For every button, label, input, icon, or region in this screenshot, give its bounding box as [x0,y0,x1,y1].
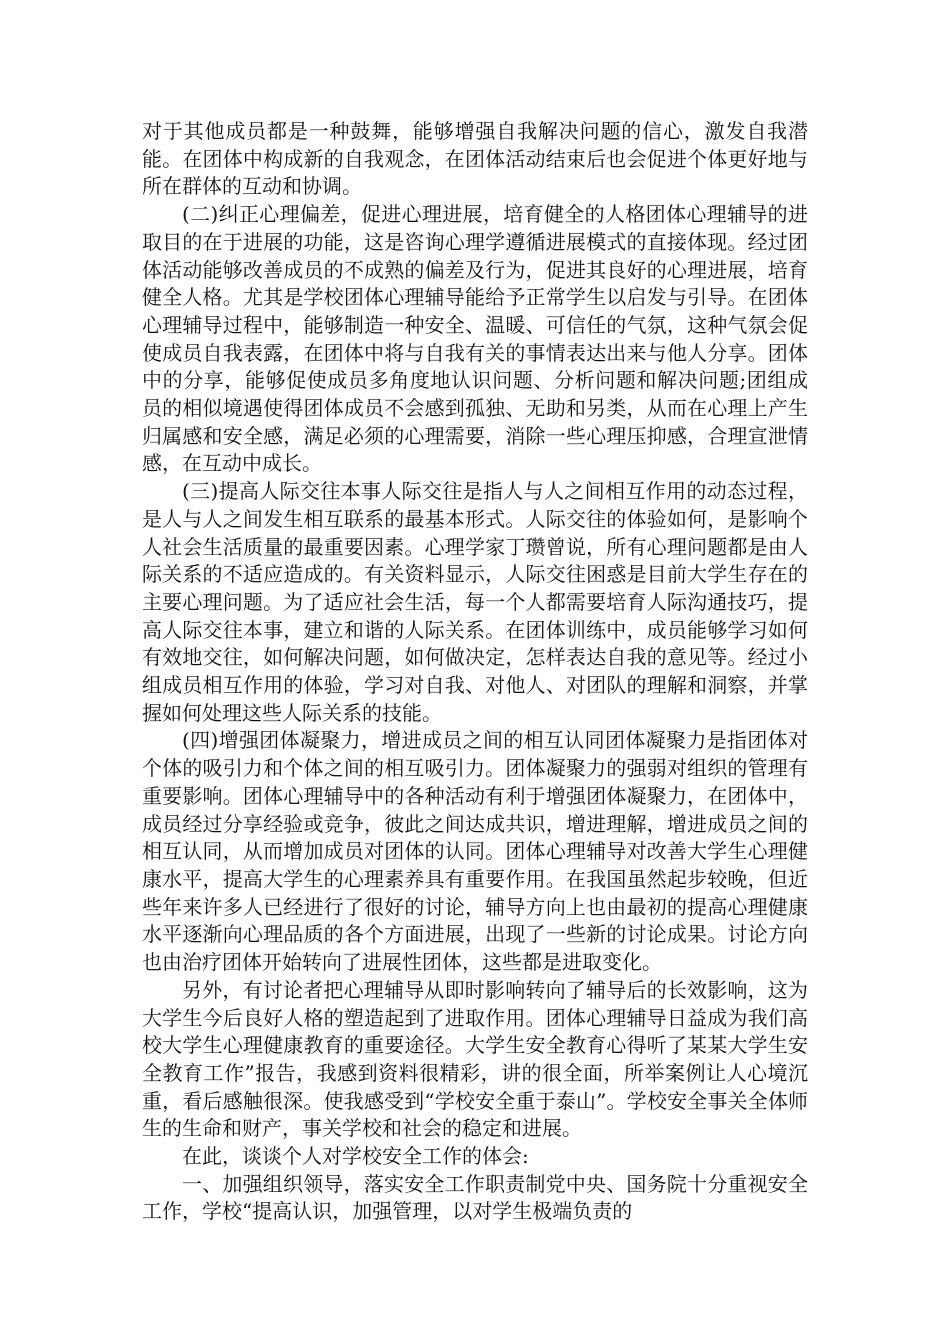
document-page [142,118,808,1226]
paragraph-section-2: (二)纠正心理偏差，促进心理进展，培育健全的人格团体心理辅导的进取目的在于进展的功能，这是咨询心理学遵循进展模式的直接体现。经过团体活动能够改善成员的不成熟的偏差及行为，促进其良好的心理进展，培育健全人格。尤其是学校团体心理辅导能给予正常学生以启发与引导。在团体心理辅导过程中，能够制造一种安全、温暖、可信任的气氛，这种气氛会促使成员自我表露，在团体中将与自我有关的事情表达出来与他人分享。团体中的分享，能够促使成员多角度地认识问题、分析问题和解决问题;团组成员的相似境遇使得团体成员不会感到孤独、无助和另类，从而在心理上产生归属感和安全感，满足必须的心理需要，消除一些心理压抑感，合理宣泄情感，在互动中成长。 [142,202,808,476]
paragraph-safety-point-1: 一、加强组织领导，落实安全工作职责制党中央、国务院十分重视安全工作，学校“提高认识，加强管理，以对学生极端负责的 [142,1171,808,1224]
paragraph-section-3: (三)提高人际交往本事人际交往是指人与人之间相互作用的动态过程，是人与人之间发生相互联系的最基本形式。人际交往的体验如何，是影响个人社会生活质量的最重要因素。心理学家丁瓒曾说，所有心理问题都是由人际关系的不适应造成的。有关资料显示，人际交往困惑是目前大学生存在的主要心理问题。为了适应社会生活，每一个人都需要培育人际沟通技巧，提高人际交往本事，建立和谐的人际关系。在团体训练中，成员能够学习如何有效地交往，如何解决问题，如何做决定，怎样表达自我的意见等。经过小组成员相互作用的体验，学习对自我、对他人、对团队的理解和洞察，并掌握如何处理这些人际关系的技能。 [142,479,808,725]
paragraph-section-4: (四)增强团体凝聚力，增进成员之间的相互认同团体凝聚力是指团体对个体的吸引力和个体之间的相互吸引力。团体凝聚力的强弱对组织的管理有重要影响。团体心理辅导中的各种活动有利于增强团体凝聚力，在团体中，成员经过分享经验或竞争，彼此之间达成共识，增进理解，增进成员之间的相互认同，从而增加成员对团体的认同。团体心理辅导对改善大学生心理健康水平，提高大学生的心理素养具有重要作用。在我国虽然起步较晚，但近些年来许多人已经进行了很好的讨论，辅导方向上也由最初的提高心理健康水平逐渐向心理品质的各个方面进展，出现了一些新的讨论成果。讨论方向也由治疗团体开始转向了进展性团体，这些都是进取变化。 [142,728,808,975]
paragraph-intro-safety: 在此，谈谈个人对学校安全工作的体会: [182,1144,529,1169]
paragraph-additional: 另外，有讨论者把心理辅导从即时影响转向了辅导后的长效影响，这为大学生今后良好人格的塑造起到了进取作用。团体心理辅导日益成为我们高校大学生心理健康教育的重要途径。大学生安全教育心得听了某某大学生安全教育工作”报告，我感到资料很精彩，讲的很全面，所举案例让人心境沉重，看后感触很深。使我感受到“学校安全重于泰山”。学校安全事关全体师生的生命和财产，事关学校和社会的稳定和进展。 [142,977,808,1141]
paragraph-intro-continuation: 对于其他成员都是一种鼓舞，能够增强自我解决问题的信心，激发自我潜能。在团体中构成新的自我观念，在团体活动结束后也会促进个体更好地与所在群体的互动和协调。 [142,119,808,199]
